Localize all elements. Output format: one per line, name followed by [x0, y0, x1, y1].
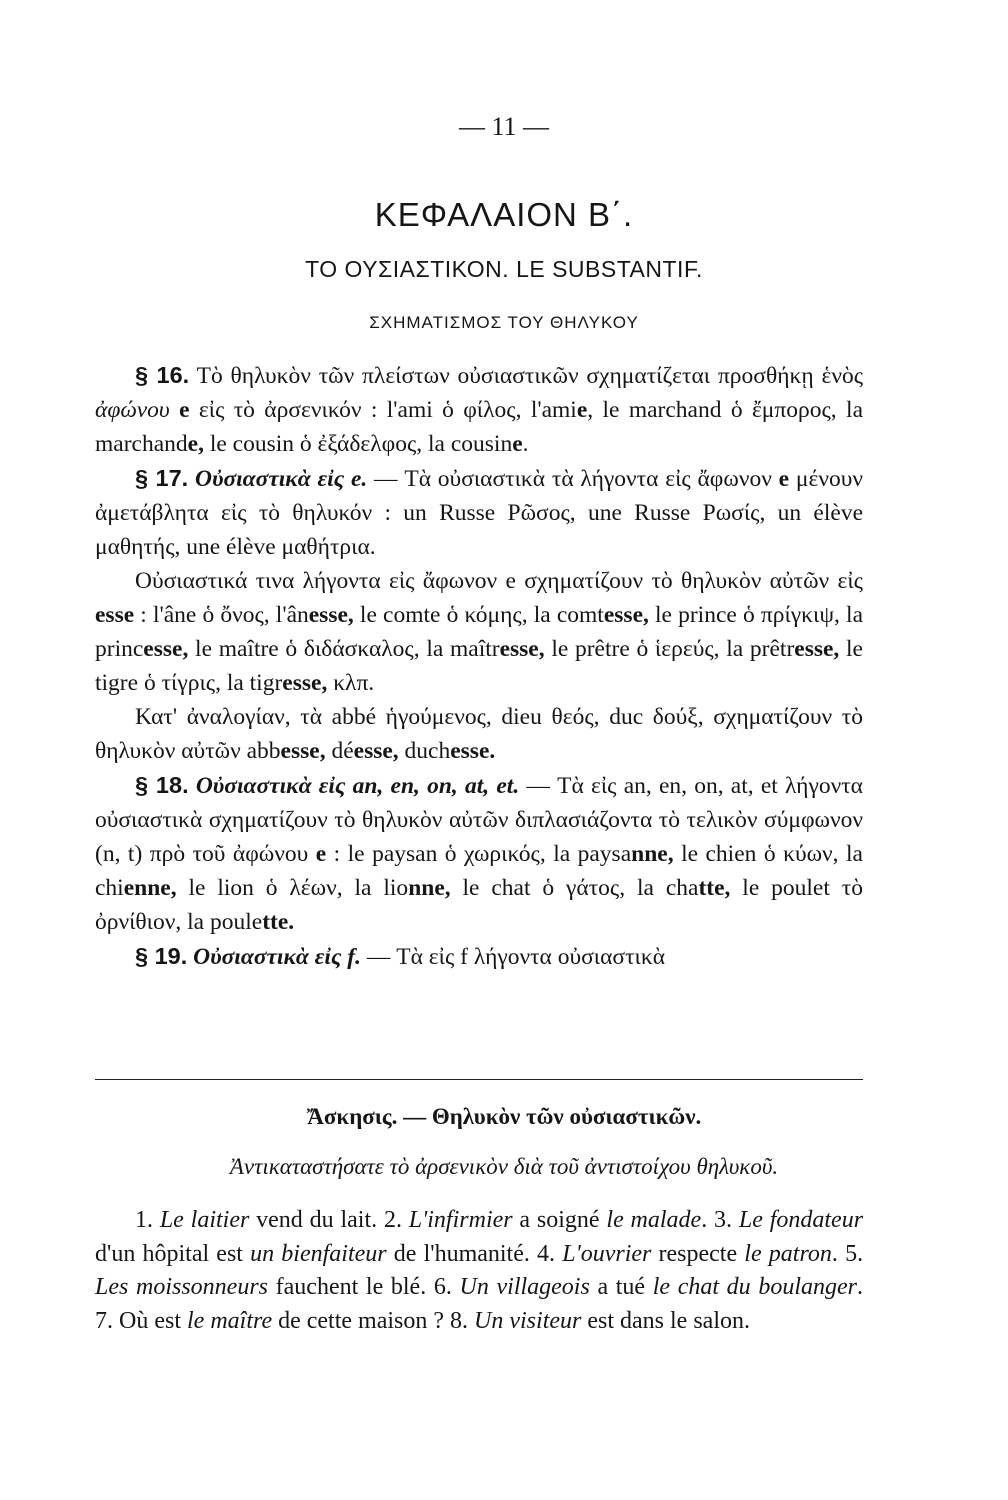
paragraph-17-esse: [95, 564, 863, 700]
text-run: tte.: [262, 909, 295, 935]
text-run: e: [512, 431, 523, 457]
text-run: nne,: [408, 875, 451, 901]
sentence-number: 6.: [433, 1274, 460, 1300]
page-number: — 11 —: [458, 112, 550, 141]
paragraph-16: [95, 358, 863, 461]
text-run: dé: [325, 738, 354, 764]
text-run: Les moissonneurs: [95, 1274, 268, 1300]
text-run: un bienfaiteur: [250, 1240, 387, 1267]
text-run: : le paysan ὁ χωρικός, la paysa: [326, 841, 632, 867]
text-run: .: [831, 1240, 846, 1267]
text-run: ἀφώνου: [95, 397, 170, 423]
text-run: Le fondateur: [738, 1207, 864, 1233]
text-run: esse,: [794, 636, 840, 662]
paragraph-18: [95, 768, 863, 939]
paragraph-19: [95, 939, 863, 974]
text-run: .: [701, 1207, 715, 1233]
text-run: εἰς τὸ ἀρσενικόν : l'ami ὁ φίλος, l'ami: [189, 397, 577, 423]
section-title: Οὐσιαστικὰ εἰς e.: [188, 466, 368, 492]
sentence-number: 4.: [537, 1240, 563, 1267]
text-run: esse,: [282, 670, 328, 696]
text-run: le malade: [606, 1207, 702, 1233]
text-run: tte,: [698, 875, 731, 901]
section-number: § 18.: [135, 772, 189, 798]
text-run: le prêtre ὁ ἱερεύς, la prêtr: [544, 636, 795, 662]
sentence-number: 3.: [714, 1207, 739, 1233]
text-run: esse: [95, 602, 135, 628]
text-run: : l'âne ὁ ὄνος, l'ân: [134, 602, 309, 628]
text-run: [170, 397, 179, 423]
text-run: est dans le salon.: [581, 1307, 750, 1334]
text-run: esse,: [499, 636, 545, 662]
text-run: esse,: [603, 602, 649, 628]
text-run: respecte: [651, 1240, 745, 1267]
text-run: Κατ' ἀναλογίαν, τὰ abbé ἡγούμενος, dieu θεός, duc δούξ, σχηματίζουν τὸ θηλυκὸν αὐτῶν abb: [95, 704, 863, 764]
sentence-number: 1.: [135, 1207, 160, 1233]
section-number: § 17.: [135, 465, 189, 491]
text-run: esse,: [353, 738, 399, 764]
text-run: le prince ὁ πρίγκιψ, la princ: [95, 602, 863, 662]
text-run: le cousin ὁ ἐξάδελφος, la cousin: [203, 431, 513, 457]
text-run: nne,: [631, 841, 674, 867]
section-number: § 16.: [135, 362, 190, 388]
divider-rule: [95, 1079, 863, 1080]
text-run: enne,: [123, 875, 177, 901]
text-run: esse,: [280, 738, 326, 764]
text-run: le lion ὁ λέων, la lio: [176, 875, 409, 901]
text-run: L'infirmier: [408, 1207, 513, 1233]
section-title: Οὐσιαστικὰ εἰς f.: [187, 944, 362, 970]
text-run: le maître ὁ διδάσκαλος, la maîtr: [188, 636, 500, 662]
text-run: esse.: [450, 738, 496, 764]
text-run: κλπ.: [327, 670, 375, 696]
exercise-instruction: Ἀντικαταστήσατε τὸ ἀρσενικὸν διὰ τοῦ ἀντιστοίχου θηλυκοῦ.: [229, 1154, 779, 1179]
text-run: .: [856, 1274, 863, 1300]
text-run: esse,: [143, 636, 189, 662]
sentence-number: 5.: [845, 1240, 864, 1267]
text-run: duch: [398, 738, 451, 764]
text-run: le chien ὁ κύων, la chi: [95, 841, 863, 901]
chapter-title: ΚΕΦΑΛΑΙΟΝ Β΄.: [374, 196, 634, 233]
sentence-number: 7.: [95, 1307, 119, 1334]
text-run: a soigné: [512, 1207, 607, 1233]
section-title: Οὐσιαστικὰ εἰς an, en, on, at, et.: [188, 773, 520, 799]
exercise-sentences: [95, 1204, 863, 1338]
text-run: — Τὰ οὐσιαστικὰ τὰ λήγοντα εἰς ἄφωνον: [367, 466, 779, 492]
text-run: .: [522, 431, 529, 457]
sentence-number: 8.: [450, 1307, 475, 1334]
text-run: le comte ὁ κόμης, la comt: [353, 602, 604, 628]
text-run: le maître: [187, 1307, 273, 1334]
text-run: Où est: [119, 1307, 187, 1334]
paragraph-17-analogy: [95, 700, 863, 768]
text-run: de l'humanité.: [386, 1240, 538, 1267]
text-run: le patron: [744, 1240, 832, 1267]
text-run: e: [179, 397, 190, 423]
text-run: e: [576, 397, 588, 423]
text-run: — Τὰ εἰς f λήγοντα οὐσιαστικὰ: [361, 944, 666, 970]
text-run: a tué: [589, 1274, 653, 1300]
text-run: Οὐσιαστικά τινα λήγοντα εἰς ἄφωνον e σχηματίζουν τὸ θηλυκὸν αὐτῶν εἰς: [135, 568, 863, 594]
text-run: L'ouvrier: [562, 1240, 652, 1267]
text-run: — Τὰ εἰς an, en, on, at, et λήγοντα οὐσιαστικὰ σχηματίζουν τὸ θηλυκὸν αὐτῶν διπλασιάζοντα τὸ τελικὸν σύμφωνον (n, t) πρὸ τοῦ ἀφώνου: [95, 773, 863, 867]
text-run: Le laitier: [159, 1207, 250, 1233]
chapter-subtitle: ΤΟ ΟΥΣΙΑΣΤΙΚΟΝ. LE SUBSTANTIF.: [305, 256, 703, 282]
section-number: § 19.: [135, 943, 188, 969]
exercise-title: Ἄσκησις. — Θηλυκὸν τῶν οὐσιαστικῶν.: [306, 1104, 702, 1129]
text-run: le chat du boulanger: [652, 1274, 857, 1300]
text-run: le chat ὁ γάτος, la cha: [450, 875, 699, 901]
text-run: le poulet τὸ ὀρνίθιον, la poule: [95, 875, 863, 935]
text-run: Un visiteur: [474, 1307, 582, 1334]
text-run: de cette maison ?: [272, 1307, 451, 1334]
text-run: esse,: [308, 602, 354, 628]
text-run: vend du lait.: [249, 1207, 384, 1233]
text-run: e: [315, 841, 327, 867]
section-heading: ΣΧΗΜΑΤΙΣΜΟΣ ΤΟΥ ΘΗΛΥΚΟΥ: [369, 313, 639, 332]
text-run: fauchent le blé.: [268, 1274, 434, 1300]
text-run: μένουν ἀμετάβλητα εἰς τὸ θηλυκόν : un Russe Ρῶσος, une Russe Ρωσίς, un élève μαθητής, une élève μαθήτρια.: [95, 466, 863, 560]
text-run: Un villageois: [459, 1274, 590, 1300]
text-run: e,: [187, 431, 204, 457]
text-run: Τὸ θηλυκὸν τῶν πλείστων οὐσιαστικῶν σχηματίζεται προσθήκῃ ἑνὸς: [189, 363, 863, 389]
paragraph-17: [95, 461, 863, 564]
text-run: , le marchand ὁ ἔμπορος, la marchand: [95, 397, 864, 457]
text-run: e: [778, 466, 790, 492]
text-run: d'un hôpital est: [95, 1240, 251, 1267]
grammar-text: [95, 358, 863, 974]
text-run: le tigre ὁ τίγρις, la tigr: [95, 636, 863, 696]
sentence-number: 2.: [383, 1207, 409, 1233]
